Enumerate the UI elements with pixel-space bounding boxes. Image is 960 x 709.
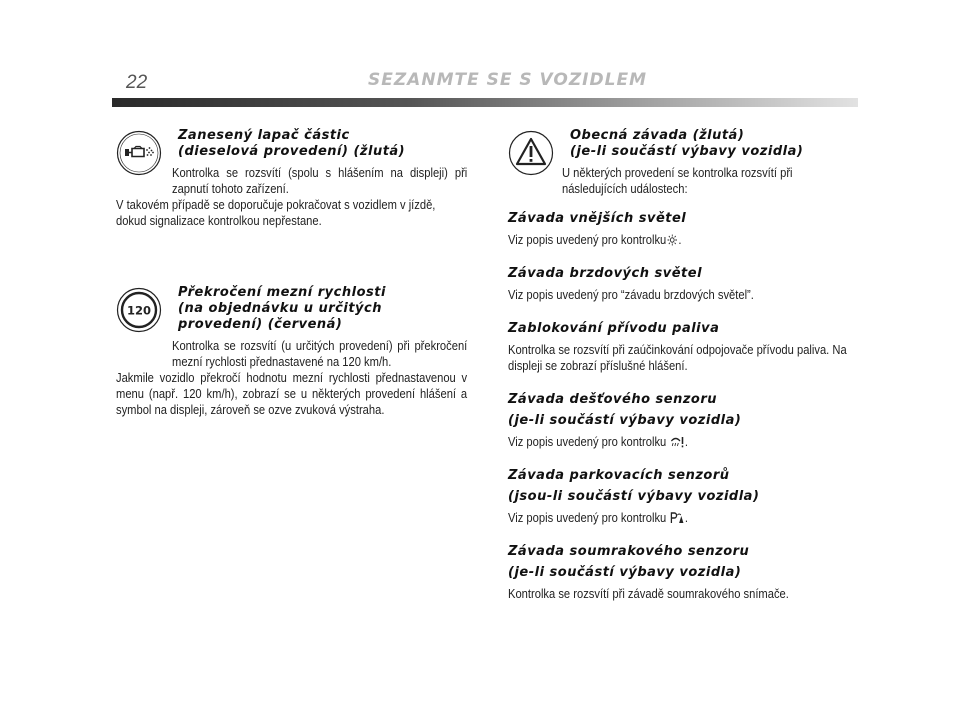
section-exterior-lights <box>508 211 860 248</box>
section-title: Závada soumrakového senzoru <box>508 544 750 559</box>
dpf-warning-block <box>116 128 468 197</box>
speed-title-line2: (na objednávku u určitých <box>178 301 382 316</box>
page-number: 22 <box>126 72 148 93</box>
general-title-line2: (je-li součástí výbavy vozidla) <box>570 144 804 159</box>
header-rule <box>112 98 858 107</box>
section-title: Závada brzdových světel <box>508 266 703 281</box>
parking-sensor-icon <box>670 512 684 524</box>
speed-title-line3: provedení) (červená) <box>178 317 343 332</box>
section-title: Závada parkovacích senzorů <box>508 468 730 483</box>
section-text: Viz popis uvedený pro kontrolku . <box>508 232 682 247</box>
section-parking-sensors <box>508 468 860 526</box>
section-text: Viz popis uvedený pro “závadu brzdových světel”. <box>508 287 754 302</box>
section-text: Kontrolka se rozsvítí při závadě soumrakového snímače. <box>508 586 789 601</box>
dpf-text-first: Kontrolka se rozsvítí (spolu s hlášením na displeji) při zapnutí tohoto zařízení. <box>172 165 468 196</box>
section-brake-lights <box>508 266 860 303</box>
exterior-light-icon <box>667 234 677 246</box>
section-fuel-cutoff <box>508 321 860 374</box>
section-subtitle: (je-li součástí výbavy vozidla) <box>508 565 742 580</box>
section-subtitle: (jsou-li součástí výbavy vozidla) <box>508 489 760 504</box>
speed-limit-120-icon <box>116 287 162 333</box>
running-header: SEZANMTE SE S VOZIDLEM <box>368 70 647 90</box>
rain-sensor-icon <box>670 436 684 448</box>
section-subtitle: (je-li součástí výbavy vozidla) <box>508 413 742 428</box>
section-twilight-sensor <box>508 544 860 602</box>
right-column <box>508 128 860 602</box>
dpf-title-line2: (dieselová provedení) (žlutá) <box>178 144 406 159</box>
section-title: Závada vnějších světel <box>508 211 687 226</box>
dpf-text-rest: V takovém případě se doporučuje pokračovat s vozidlem v jízdě, dokud signalizace kontrolkou nepřestane. <box>116 197 436 228</box>
section-text: Viz popis uvedený pro kontrolku . <box>508 510 688 525</box>
speed-title-line1: Překročení mezní rychlosti <box>178 285 386 300</box>
general-text: U některých provedení se kontrolka rozsvítí při následujících událostech: <box>562 165 793 196</box>
general-title-line1: Obecná závada (žlutá) <box>570 128 745 143</box>
speed-text-rest: Jakmile vozidlo překročí hodnotu mezní rychlosti přednastavenou v menu (např. 120 km/h), zobrazí se u některých provedení hlášení a symbol na displeji, zároveň se ozve zvuková výstraha. <box>116 370 468 417</box>
section-title: Závada dešťového senzoru <box>508 392 718 407</box>
svg-text:120: 120 <box>126 303 152 318</box>
left-column <box>116 128 468 418</box>
general-fault-block <box>508 128 860 197</box>
speed-text-first: Kontrolka se rozsvítí (u určitých provedení) při překročení mezní rychlosti přednastavené na 120 km/h. <box>172 338 468 369</box>
dpf-title-line1: Zanesený lapač částic <box>178 128 350 143</box>
section-text: Viz popis uvedený pro kontrolku . <box>508 434 688 449</box>
section-rain-sensor <box>508 392 860 450</box>
section-title: Zablokování přívodu paliva <box>508 321 720 336</box>
section-text: Kontrolka se rozsvítí při zaúčinkování odpojovače přívodu paliva. Na displeji se zobrazí příslušné hlášení. <box>508 342 847 373</box>
dpf-filter-icon <box>116 130 162 176</box>
general-fault-triangle-icon <box>508 130 554 176</box>
speed-warning-block <box>116 285 468 370</box>
